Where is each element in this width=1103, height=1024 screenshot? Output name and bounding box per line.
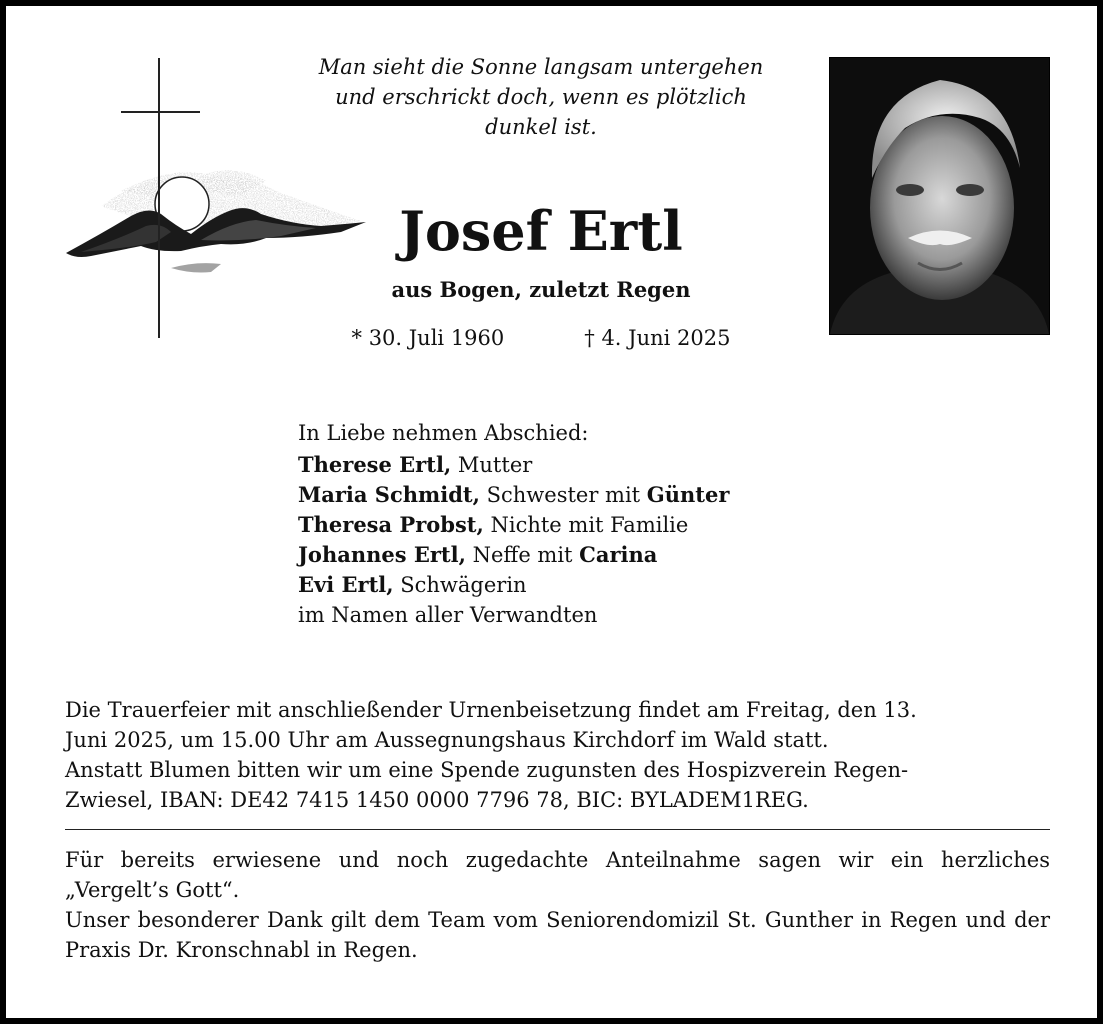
funeral-line: Juni 2025, um 15.00 Uhr am Aussegnungshaus Kirchdorf im Wald statt. [65,728,829,752]
funeral-line: Zwiesel, IBAN: DE42 7415 1450 0000 7796 78, BIC: BYLADEM1REG. [65,788,809,812]
thanks-paragraph: Unser besonderer Dank gilt dem Team vom Seniorendomizil St. Gunther in Regen und der Praxis Dr. Kronschnabl in Regen. [65,908,1050,962]
mourner-name: Maria Schmidt, [298,482,480,507]
funeral-line: Anstatt Blumen bitten wir um eine Spende zugunsten des Hospizverein Regen- [65,758,909,782]
funeral-details [65,695,1050,815]
mourner-entry [298,480,998,510]
portrait-photo [829,57,1050,335]
mourner-entry [298,450,998,480]
mourners-closing: im Namen aller Verwandten [298,603,598,627]
mourner-name: Therese Ertl, [298,452,452,477]
mourner-partner: Günter [646,482,730,507]
mourner-relation: Schwägerin [393,573,527,597]
life-dates [246,322,836,354]
death-date: † 4. Juni 2025 [584,326,731,350]
mourner-relation: Nichte mit Familie [483,513,689,537]
motto-line: dunkel ist. [485,115,597,139]
divider [65,829,1050,830]
motto-line: Man sieht die Sonne langsam untergehen [318,55,764,79]
mourners-intro: In Liebe nehmen Abschied: [298,421,589,445]
mourner-name: Johannes Ertl, [298,542,466,567]
mourner-name: Evi Ertl, [298,572,394,597]
mourner-name: Theresa Probst, [298,512,484,537]
mourners-list [298,418,998,630]
deceased-name: Josef Ertl [399,199,683,263]
mourner-entry [298,540,998,570]
deceased-origin: aus Bogen, zuletzt Regen [391,277,691,302]
motto-line: und erschrickt doch, wenn es plötzlich [335,85,747,109]
thanks-text [65,845,1050,965]
mourner-entry [298,570,998,600]
mourner-relation: Schwester mit [479,483,647,507]
mourner-partner: Carina [579,542,658,567]
memorial-motto [266,52,816,142]
mourner-entry [298,510,998,540]
mourner-relation: Neffe mit [465,543,580,567]
thanks-paragraph: Für bereits erwiesene und noch zugedachte Anteilnahme sagen wir ein herzliches „Vergelt’s Gott“. [65,848,1050,902]
funeral-line: Die Trauerfeier mit anschließender Urnenbeisetzung findet am Freitag, den 13. [65,698,917,722]
mourner-relation: Mutter [451,453,533,477]
birth-date: * 30. Juli 1960 [351,326,505,350]
